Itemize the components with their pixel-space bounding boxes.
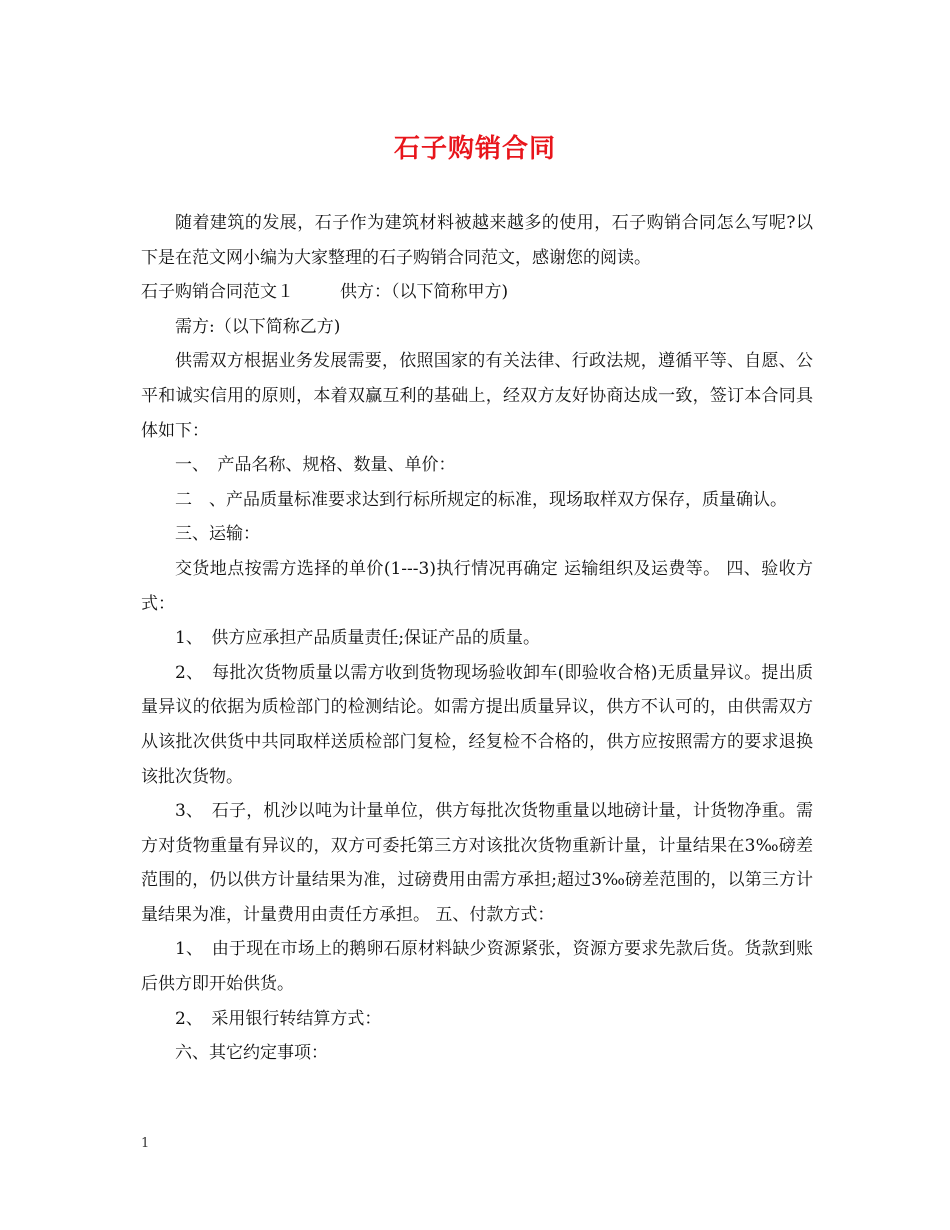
document-title: 石子购销合同 [393,134,556,164]
preamble-paragraph: 供需双方根据业务发展需要，依照国家的有关法律、行政法规，遵循平等、自愿、公平和诚实信用的原则，本着双赢互利的基础上，经双方友好协商达成一致，签订本合同具体如下： [141,351,813,441]
page-number: 1 [141,1136,150,1151]
intro-paragraph: 随着建筑的发展，石子作为建筑材料被越来越多的使用，石子购销合同怎么写呢?以下是在范文网小编为大家整理的石子购销合同范文，感谢您的阅读。 [141,213,813,268]
sample-line [141,275,813,310]
item-4-2: 2、 每批次货物质量以需方收到货物现场验收卸车(即验收合格)无质量异议。提出质量异议的依据为质检部门的检测结论。如需方提出质量异议，供方不认可的，由供需双方从该批次供货中共同取样送质检部门复检，经复检不合格的，供方应按照需方的要求退换该批次货物。 [141,662,813,787]
sample-heading: 石子购销合同范文１ [141,282,294,303]
clause-2: 二 、产品质量标准要求达到行标所规定的标准，现场取样双方保存，质量确认。 [175,489,787,510]
clause-1: 一、 产品名称、规格、数量、单价： [175,455,456,476]
clause-3-text: 交货地点按需方选择的单价(1---3)执行情况再确定 运输组织及运费等。 四、验收方式： [141,558,813,614]
item-4-1: 1、 供方应承担产品质量责任;保证产品的质量。 [175,628,541,649]
item-4-3: 3、 石子，机沙以吨为计量单位，供方每批次货物重量以地磅计量，计货物净重。需方对货物重量有异议的，双方可委托第三方对该批次货物重新计量，计量结果在3‰磅差范围的，仍以供方计量结果为准，过磅费用由需方承担;超过3‰磅差范围的，以第三方计量结果为准，计量费用由责任方承担。 五、付款方式： [141,801,813,925]
item-5-2: 2、 采用银行转结算方式： [175,1008,382,1029]
buyer-line: 需方:（以下简称乙方) [175,316,341,337]
supplier-line: 供方：（以下简称甲方) [340,282,509,303]
clause-3: 三、运输： [175,524,260,545]
item-5-1: 1、 由于现在市场上的鹅卵石原材料缺少资源紧张，资源方要求先款后货。货款到账后供方即开始供货。 [141,939,813,995]
clause-6: 六、其它约定事项： [175,1043,328,1064]
document-body [141,206,813,1071]
